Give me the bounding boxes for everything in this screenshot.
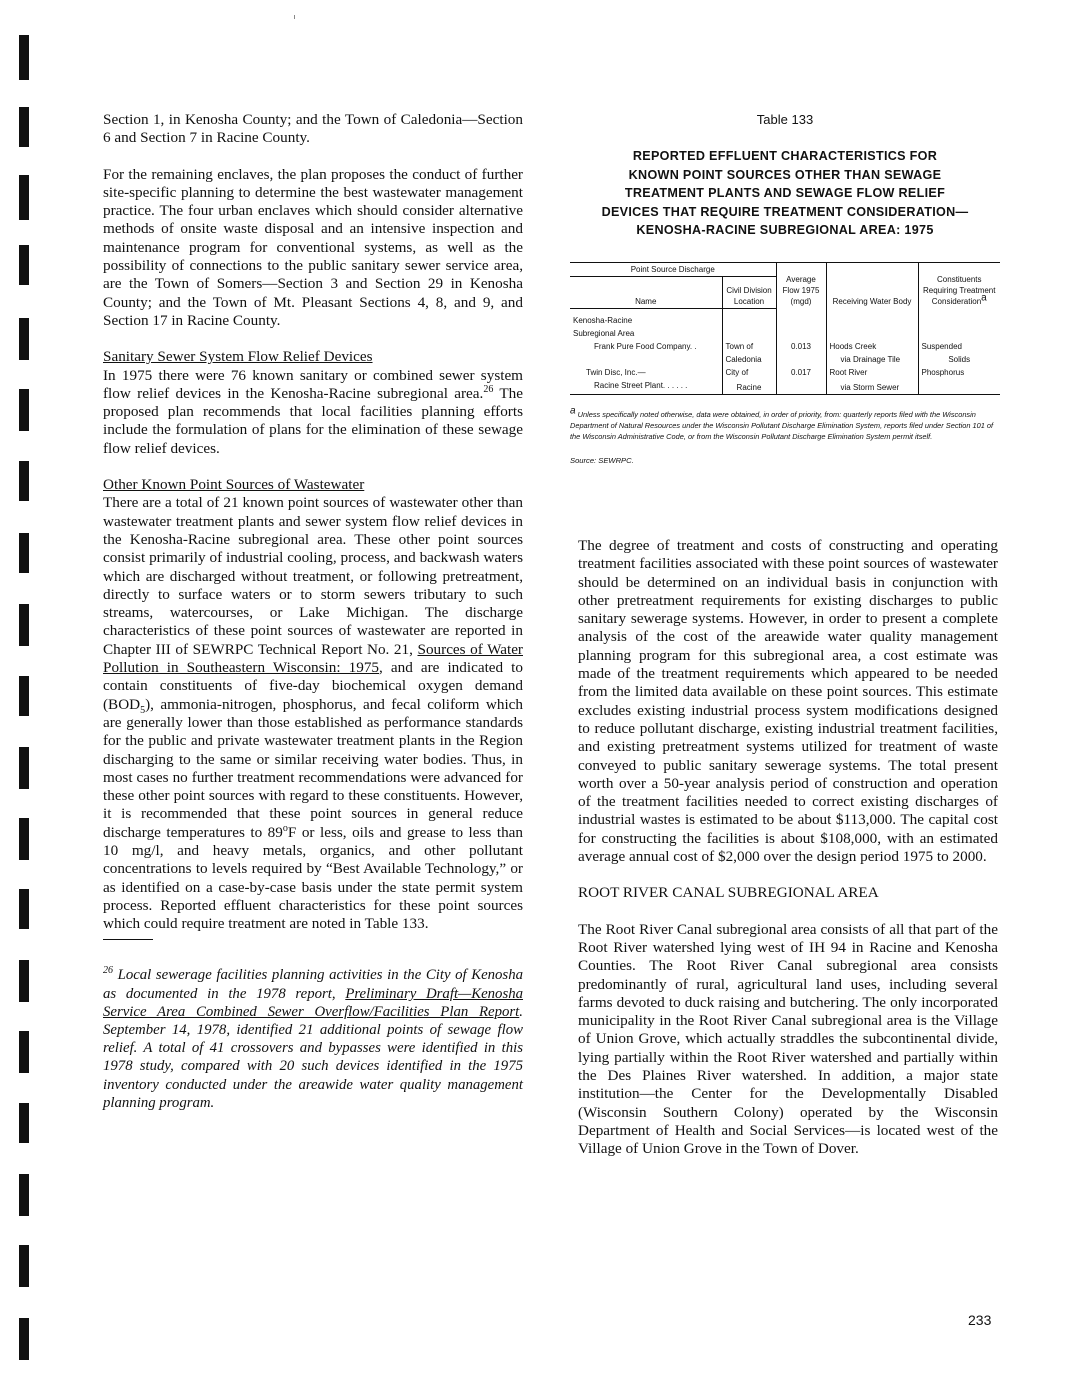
table-133	[570, 112, 1000, 472]
page-number: 233	[968, 1312, 992, 1328]
col-name: Name	[570, 276, 722, 308]
binding-mark	[19, 35, 29, 80]
binding-mark	[19, 1174, 29, 1216]
binding-mark	[19, 889, 29, 929]
group-header: Point Source Discharge	[570, 262, 776, 276]
paragraph: For the remaining enclaves, the plan proposes the conduct of further site-specific planning to determine the best wastewater management practice. The four urban enclaves which should consider alternative methods of onsite waste disposal and an intensive inspection and maintenance program for conventional systems, as well as the possibility of connections to the public sanitary sewer service area, are the Town of Somers—Section 3 and Section 29 in Kenosha County; and the Town of Mt. Pleasant Sections 4, 8, and 9, and Section 17 in Racine County.	[103, 165, 523, 329]
table-row: Twin Disc, Inc.— City of 0.017 Root River Phosphorus	[570, 366, 1000, 379]
paragraph: There are a total of 21 known point sources of wastewater other than wastewater treatment plants and sewer system flow relief devices in the Kenosha-Racine subregional area. These other point sources consist primarily of industrial cooling, process, and backwash waters which are discharged without treatment, or following pretreatment, directly to surface waters or to storm sewers tributary to such streams, watercourses, or Lake Michigan. The discharge characteristics of these point sources of wastewater are reported in Chapter III of SEWRPC Technical Report No. 21, Sources of Water Pollution in Southeastern Wisconsin: 1975, and are indicated to contain constituents of five-day biochemical oxygen demand $(BOD_5)$, ammonia-nitrogen, phosphorus, and fecal coliform which are generally lower than those established as performance standards for the public and private wastewater treatment plants in the Region discharging to the same or similar receiving water bodies. Thus, in most cases no further treatment recommendations were advanced for these other point sources with regard to these constituents. However, it is recommended that these point sources in general reduce discharge temperatures to 89$^o$F or less, oils and grease to less than 10 mg/l, and heavy metals, organics, and other pollutant concentrations to levels required by “Best Available Technology,” or as identified on a case-by-case basis under the state permit system process. Reported effluent characteristics for these point sources which could require treatment are noted in Table 133.	[103, 494, 523, 933]
binding-mark	[19, 389, 29, 431]
binding-mark	[19, 318, 29, 360]
binding-mark	[19, 818, 29, 860]
report-title: Sources of Water Pollution in Southeastern Wisconsin: 1975	[103, 640, 523, 677]
data-table	[570, 262, 1000, 395]
binding-mark	[19, 1103, 29, 1143]
table-row: Frank Pure Food Company. . Town of 0.013 Hoods Creek Suspended	[570, 340, 1000, 353]
binding-mark	[19, 245, 29, 285]
binding-mark	[19, 107, 29, 147]
binding-mark	[19, 461, 29, 501]
section-heading: ROOT RIVER CANAL SUBREGIONAL AREA	[578, 884, 879, 902]
paragraph: Section 1, in Kenosha County; and the Town of Caledonia—Section 6 and Section 7 in Racine County.	[103, 111, 523, 147]
left-column	[103, 111, 523, 1112]
table-source: Source: SEWRPC.	[570, 455, 634, 465]
right-column	[578, 537, 998, 1159]
table-title: REPORTED EFFLUENT CHARACTERISTICS FOR KNOWN POINT SOURCES OTHER THAN SEWAGE TREATMENT PLANTS AND SEWAGE FLOW RELIEF DEVICES THAT REQUIRE TREATMENT CONSIDERATION— KENOSHA-RACINE SUBREGIONAL AREA: 1975	[601, 149, 969, 237]
binding-mark	[19, 960, 29, 1002]
binding-mark	[19, 533, 29, 573]
col-civil: Civil Division Location	[722, 276, 776, 308]
binding-mark	[19, 747, 29, 789]
binding-mark	[19, 1318, 29, 1360]
table-note: $^a$ Unless specifically noted otherwise, data were obtained, in order of priority, from: quarterly reports filed with the Wisconsin Department of Natural Resources under the Wisconsin Pollutant Discharge Elimination System, reports filed under Section 101 of the Wisconsin Administrative Code, or from the Wisconsin Pollutant Discharge Elimination System permit itself.	[570, 405, 994, 441]
footnote: $^{26}$ Local sewerage facilities planning activities in the City of Kenosha as documented in the 1978 report, Preliminary Draft—Kenosha Service Area Combined Sewer Overflow/Facilities Plan Report. September 14, 1978, identified 21 additional points of sewage flow relief. A total of 41 crossovers and bypasses were identified in this 1978 study, compared with 20 such devices identified in the 1975 inventory conducted under the areawide water quality management planning program.	[103, 965, 524, 1111]
binding-mark	[19, 604, 29, 646]
binding-mark	[19, 1031, 29, 1073]
col-flow: Average Flow 1975 (mgd)	[776, 262, 826, 308]
section-heading: Sanitary Sewer System Flow Relief Devices	[103, 348, 373, 366]
binding-mark	[19, 676, 29, 716]
binding-mark	[19, 175, 29, 220]
binding-mark	[19, 1245, 29, 1287]
col-receiving: Receiving Water Body	[826, 262, 918, 308]
paragraph: The degree of treatment and costs of constructing and operating treatment facilities associated with these point sources of wastewater should be determined on an individual basis in conjunction with other pretreatment requirements for existing discharges to public sanitary sewerage systems. However, in order to present a complete analysis of the cost of the areawide water quality management planning program for this subregional area, a cost estimate was made of the treatment requirements which appeared to be needed from the limited data available on these point sources. This estimate excludes existing industrial process system modifications designed to reduce pollutant discharge, existing industrial treatment facilities, and existing pretreatment systems utilized for treatment of waste conveyed to public sanitary sewerage systems. The total present worth over a 50-year analysis period of construction and operation of the treatment facilities needed to correct existing discharges of industrial wastes is estimated to be about $113,000. The capital cost for constructing the facilities is about $108,000, with an estimated average annual cost of $2,000 over the design period 1975 to 2000.	[578, 537, 998, 866]
paragraph: The Root River Canal subregional area consists of all that part of the Root River watershed lying west of IH 94 in Racine and Kenosha Counties. The Root River Canal subregional area consists predominantly of rural, agricultural land uses, including several farms devoted to duck raising and butchering. The only incorporated municipality in the Root River Canal subregional area is the Village of Union Grove, which actually straddles the subcontinental divide, lying partially within the Root River watershed and partially within the Des Plaines River watershed. In addition, a major state institution—the Center for the Developmentally Disabled (Wisconsin Southern Colony) operated by the Wisconsin Department of Health and Social Services—is located west of the Village of Union Grove in the Town of Dover.	[578, 920, 998, 1158]
area-label: Kenosha-Racine	[573, 315, 633, 325]
footnote-ref: 26	[483, 383, 494, 395]
footnote-rule	[103, 939, 153, 940]
section-heading: Other Known Point Sources of Wastewater	[103, 476, 365, 494]
table-number: Table 133	[756, 112, 814, 127]
scan-tick	[294, 15, 295, 19]
area-label: Subregional Area	[573, 328, 635, 338]
col-constituents: Constituents Requiring Treatment Consideration$^a$	[918, 262, 1000, 308]
table-row-cont: Caledonia via Drainage Tile Solids	[570, 353, 1000, 366]
paragraph: In 1975 there were 76 known sanitary or combined sewer system flow relief devices in the Kenosha-Racine subregional area.$^{26}$ The proposed plan recommends that local facilities planning efforts include the formulation of plans for the elimination of these sewage flow relief devices.	[103, 366, 523, 457]
table-row-cont: Racine Street Plant. . . . . . Racine via Storm Sewer	[570, 379, 1000, 395]
